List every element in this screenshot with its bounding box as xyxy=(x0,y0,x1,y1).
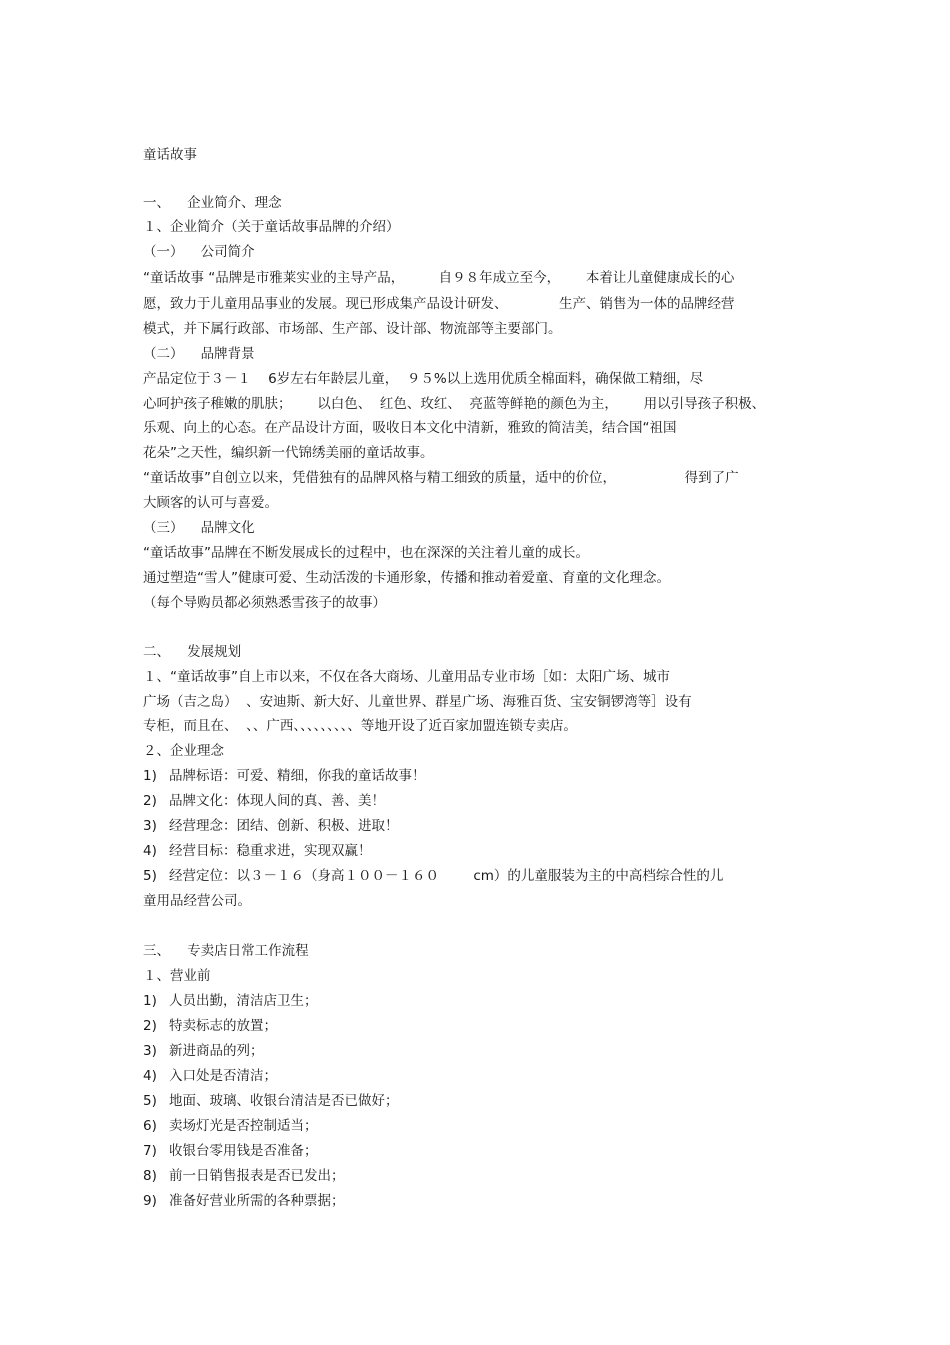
list-item xyxy=(143,842,372,860)
subsection-brand-culture: （三） 品牌文化 xyxy=(143,520,255,536)
list-item xyxy=(143,992,318,1010)
list-item-number: 2) xyxy=(143,1018,157,1034)
list-item-number: 9) xyxy=(143,1193,157,1209)
list-item xyxy=(143,1042,264,1060)
section-3-heading: 三、 专卖店日常工作流程 xyxy=(143,943,309,959)
paragraph-line: 产品定位于３－１ 6岁左右年龄层儿童， ９５%以上选用优质全棉面料，确保做工精细，尽 xyxy=(143,371,704,387)
paragraph-line: 模式，并下属行政部、市场部、生产部、设计部、物流部等主要部门。 xyxy=(143,321,562,337)
list-item-text: 品牌标语：可爱、精细，你我的童话故事！ xyxy=(169,768,426,784)
list-item-number: 4) xyxy=(143,843,157,859)
section-1-heading: 一、 企业简介、理念 xyxy=(143,195,282,211)
list-item xyxy=(143,1142,318,1160)
list-item-text: 地面、玻璃、收银台清洁是否已做好； xyxy=(169,1093,399,1109)
list-item xyxy=(143,1092,399,1110)
section-3-1-heading: １、营业前 xyxy=(143,968,211,984)
paragraph-line: １、“童话故事”自上市以来，不仅在各大商场、儿童用品专业市场［如：太阳广场、城市 xyxy=(143,669,670,685)
paragraph-line: “童话故事 “品牌是市雅莱实业的主导产品， 自９８年成立至今， 本着让儿童健康成长的心 xyxy=(143,270,735,286)
list-item-number: 3) xyxy=(143,818,157,834)
doc-title: 童话故事 xyxy=(143,147,197,163)
list-item-number: 5) xyxy=(143,868,157,884)
paragraph-line: 愿，致力于儿童用品事业的发展。现已形成集产品设计研发、 生产、销售为一体的品牌经营 xyxy=(143,296,735,312)
list-item-text: 卖场灯光是否控制适当； xyxy=(169,1118,318,1134)
subsection-company-intro: （一） 公司简介 xyxy=(143,244,255,260)
paragraph-line: 乐观、向上的心态。在产品设计方面，吸收日本文化中清新，雅致的简洁美，结合国“祖国 xyxy=(143,420,677,436)
list-item-number: 8) xyxy=(143,1168,157,1184)
list-item-text: 人员出勤，清洁店卫生； xyxy=(169,993,318,1009)
paragraph-line: 大顾客的认可与喜爱。 xyxy=(143,495,278,511)
list-item-number: 2) xyxy=(143,793,157,809)
list-item xyxy=(143,867,723,885)
list-item xyxy=(143,792,385,810)
list-item-text: 特卖标志的放置； xyxy=(169,1018,277,1034)
paragraph-line: 广场（吉之岛） 、安迪斯、新大好、儿童世界、群星广场、海雅百货、宝安铜锣湾等］设有 xyxy=(143,694,692,710)
list-item xyxy=(143,1117,318,1135)
paragraph-line: “童话故事”自创立以来，凭借独有的品牌风格与精工细致的质量，适中的价位， 得到了广 xyxy=(143,470,739,486)
paragraph-line: 心呵护孩子稚嫩的肌肤； 以白色、 红色、玫红、 亮蓝等鲜艳的颜色为主， 用以引导孩子积极、 xyxy=(143,396,766,412)
list-item-number: 5) xyxy=(143,1093,157,1109)
list-item-text: 前一日销售报表是否已发出； xyxy=(169,1168,345,1184)
list-item-number: 7) xyxy=(143,1143,157,1159)
paragraph-line: 专柜，而且在、 、、广西、、、、、、、、、等地开设了近百家加盟连锁专卖店。 xyxy=(143,718,577,734)
list-item xyxy=(143,1067,277,1085)
paragraph-line: “童话故事”品牌在不断发展成长的过程中，也在深深的关注着儿童的成长。 xyxy=(143,545,589,561)
list-item-text: 新进商品的列； xyxy=(169,1043,264,1059)
section-2-heading: 二、 发展规划 xyxy=(143,644,242,660)
section-1-1-heading: １、企业简介（关于童话故事品牌的介绍） xyxy=(143,219,400,235)
list-item-text: 品牌文化：体现人间的真、善、美！ xyxy=(169,793,385,809)
paragraph-line: 通过塑造“雪人”健康可爱、生动活泼的卡通形象，传播和推动着爱童、育童的文化理念。 xyxy=(143,570,670,586)
list-item-text: 入口处是否清洁； xyxy=(169,1068,277,1084)
paragraph-line: 花朵”之天性，编织新一代锦绣美丽的童话故事。 xyxy=(143,445,434,461)
list-item-number: 4) xyxy=(143,1068,157,1084)
section-2-2-heading: ２、企业理念 xyxy=(143,743,224,759)
list-item xyxy=(143,1017,277,1035)
list-item-number: 1) xyxy=(143,768,157,784)
subsection-brand-background: （二） 品牌背景 xyxy=(143,346,255,362)
list-item xyxy=(143,817,399,835)
list-item-text: 经营目标：稳重求进，实现双赢！ xyxy=(169,843,372,859)
list-item-text: 准备好营业所需的各种票据； xyxy=(169,1193,345,1209)
paragraph-line: 童用品经营公司。 xyxy=(143,893,251,909)
list-item-text: 收银台零用钱是否准备； xyxy=(169,1143,318,1159)
list-item-number: 3) xyxy=(143,1043,157,1059)
list-item-text: 经营理念：团结、创新、积极、进取！ xyxy=(169,818,399,834)
list-item-text: 经营定位：以３－１６（身高１００－１６０ cm）的儿童服装为主的中高档综合性的儿 xyxy=(169,868,724,884)
list-item-number: 1) xyxy=(143,993,157,1009)
list-item-number: 6) xyxy=(143,1118,157,1134)
list-item xyxy=(143,1192,345,1210)
paragraph-line: （每个导购员都必须熟悉雪孩子的故事） xyxy=(143,595,386,611)
list-item xyxy=(143,1167,345,1185)
list-item xyxy=(143,767,426,785)
